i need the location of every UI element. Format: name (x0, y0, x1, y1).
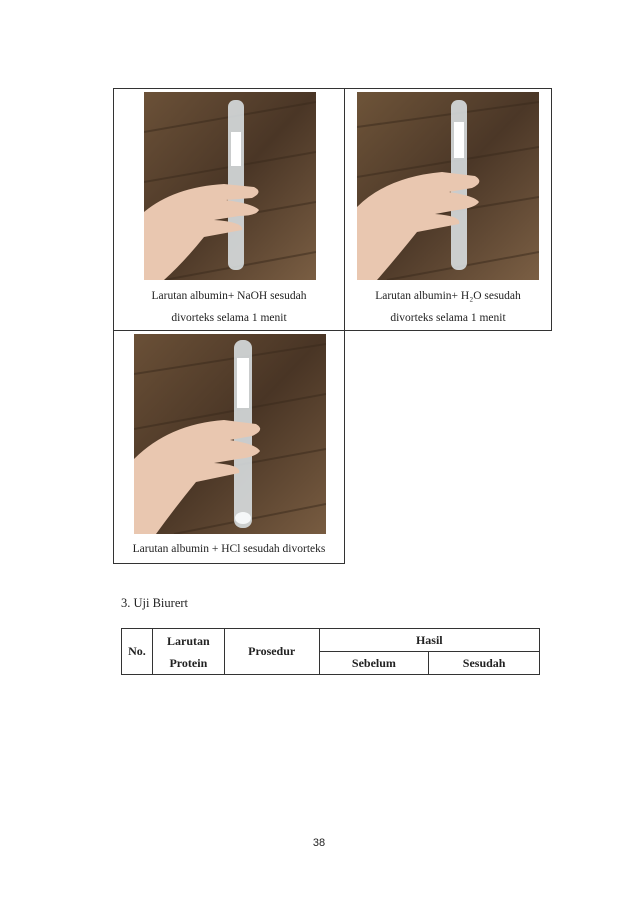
figure-cell-naoh (113, 88, 345, 331)
col-header-sebelum: Sebelum (319, 652, 429, 675)
col-header-prosedur: Prosedur (224, 629, 319, 675)
col-header-larutan (152, 629, 224, 675)
col-header-larutan-line1: Larutan (167, 633, 210, 648)
figure-caption-line1: Larutan albumin+ H₂O sesudah (375, 290, 521, 302)
figure-caption-line1: Larutan albumin+ NaOH sesudah (151, 290, 307, 302)
col-header-hasil: Hasil (319, 629, 539, 652)
col-header-sesudah: Sesudah (429, 652, 540, 675)
figure-cell-h2o (344, 88, 552, 331)
photo-hcl-tube (134, 334, 326, 534)
figure-caption-line2: divorteks selama 1 menit (171, 312, 287, 324)
col-header-larutan-line2: Protein (169, 655, 208, 670)
section-heading: 3. Uji Biurert (121, 596, 189, 610)
photo-h2o-tube (357, 92, 539, 280)
page-number: 38 (312, 837, 326, 849)
biuret-table (121, 628, 540, 675)
photo-naoh-tube (144, 92, 316, 280)
col-header-no: No. (122, 629, 153, 675)
figure-caption-line2: divorteks selama 1 menit (390, 312, 506, 324)
figure-cell-hcl (113, 330, 345, 564)
figure-caption: Larutan albumin + HCl sesudah divorteks (132, 543, 326, 555)
